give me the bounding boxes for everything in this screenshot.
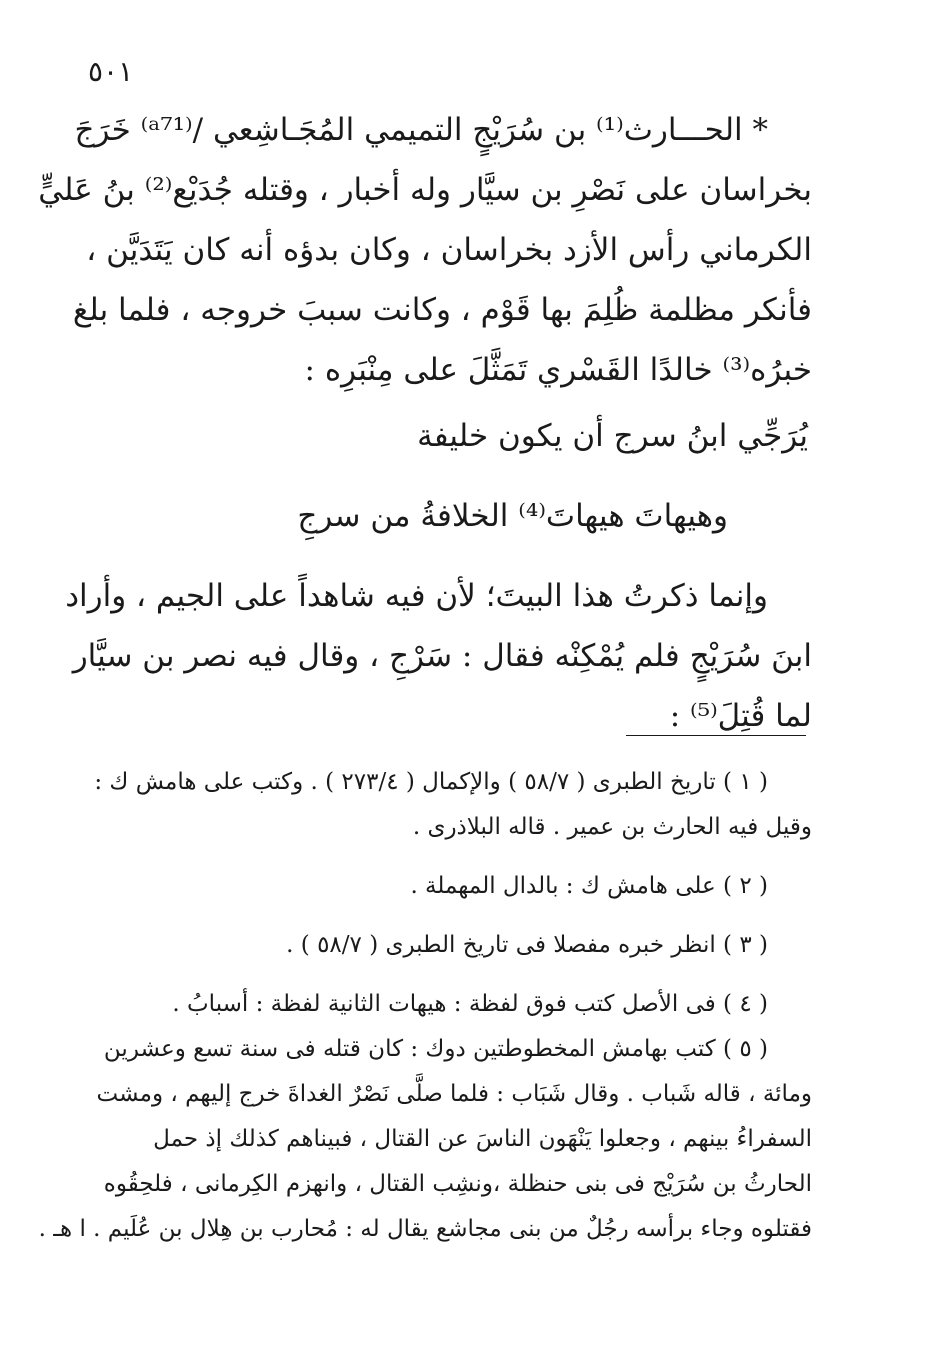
main-text-line: فأنكر مظلمة ظُلِمَ بها قَوْم ، وكانت سببَ خروجه ، فلما بلغ bbox=[72, 292, 812, 328]
footnote-4-line: ( ٤ ) فى الأصل كتب فوق لفظة : هيهات الثانية لفظة : أسبابُ . bbox=[172, 991, 768, 1017]
footnote-3-line: ( ٣ ) انظر خبره مفصلا فى تاريخ الطبرى ( ٥٨/٧ ) . bbox=[286, 932, 768, 958]
main-text-line: * الحـــارث⁽¹⁾ بن سُرَيْجٍ التميمي المُجَـاشِعي /⁽ᵃ⁷¹⁾ خَرَجَ bbox=[74, 112, 768, 148]
footnotes bbox=[38, 760, 812, 1252]
footnote-1-line: ( ١ ) تاريخ الطبرى ( ٥٨/٧ ) والإكمال ( ٢٧٣/٤ ) . وكتب على هامش ك : bbox=[94, 769, 768, 795]
main-text bbox=[38, 100, 812, 746]
main-text-line: خبرُه⁽³⁾ خالدًا القَسْري تَمَثَّلَ على مِنْبَرِه : bbox=[304, 352, 812, 388]
verse-second-hemistich: وهيهاتَ هيهاتَ⁽⁴⁾ الخلافةُ من سرجِ bbox=[297, 498, 728, 534]
footnote-5-line: ( ٥ ) كتب بهامش المخطوطتين دوك : كان قتله فى سنة تسع وعشرين bbox=[103, 1036, 768, 1062]
footnote-5-line: السفراءُ بينهم ، وجعلوا يَنْهَون الناسَ عن القتال ، فبيناهم كذلك إذ حمل bbox=[153, 1126, 812, 1152]
footnote-5-line: الحارثُ بن سُرَيْج فى بنى حنظلة ،ونشِب القتال ، وانهزم الكِرمانى ، فلحِقُوه bbox=[103, 1171, 812, 1197]
page-number: ٥٠١ bbox=[88, 55, 134, 88]
footnote-2-line: ( ٢ ) على هامش ك : بالدال المهملة . bbox=[410, 873, 768, 899]
main-text-line: وإنما ذكرتُ هذا البيتَ؛ لأن فيه شاهداً على الجيم ، وأراد bbox=[65, 578, 768, 614]
main-text-line: لما قُتِلَ⁽⁵⁾ : bbox=[669, 698, 812, 734]
footnote-5-line: فقتلوه وجاء برأسه رجُلٌ من بنى مجاشع يقال له : مُحارب بن هِلال بن عُلَيم . ا هـ . bbox=[38, 1216, 812, 1242]
footnote-separator bbox=[626, 735, 806, 736]
main-text-line: الكرماني رأس الأزد بخراسان ، وكان بدؤه أنه كان يَتَدَيَّن ، bbox=[86, 232, 812, 268]
footnote-1-line: وقيل فيه الحارث بن عمير . قاله البلاذرى . bbox=[412, 814, 812, 840]
main-text-line: ابنَ سُرَيْجٍ فلم يُمْكِنْه فقال : سَرْجِ ، وقال فيه نصر بن سيَّار bbox=[72, 638, 812, 674]
footnote-5-line: ومائة ، قاله شَباب . وقال شَبَاب : فلما صلَّى نَصْرٌ الغداةَ خرج إليهم ، ومشت bbox=[96, 1081, 812, 1107]
main-text-line: بخراسان على نَصْرِ بن سيَّار وله أخبار ، وقتله جُدَيْع⁽²⁾ بنُ عَليٍّ bbox=[38, 172, 812, 208]
verse-first-hemistich: يُرَجِّي ابنُ سرج أن يكون خليفة bbox=[417, 418, 808, 454]
